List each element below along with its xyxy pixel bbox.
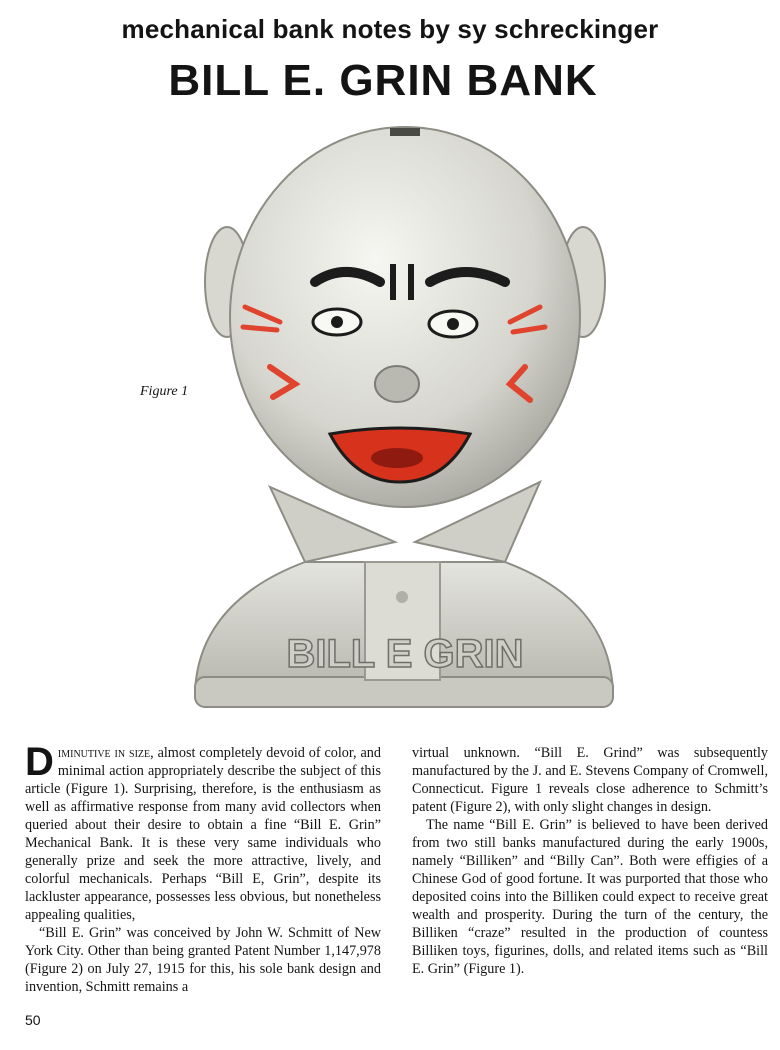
paragraph-1-text: almost completely devoid of color, and minimal action appropriately describe the subject of this article (Figure 1). Surprising, therefore, is the enthusiasm as well as affirmative response from many avid collectors when queried about their desire to obtain a fine “Bill E. Grin” Mechanical Bank. It is these very same individuals who generally prize and seek the more attractive, lively, and colorful mechanicals. Perhaps “Bill E, Grin”, despite its lackluster appearance, possesses less obvious, but nonetheless appealing qualities, — [25, 745, 381, 923]
paragraph-2: “Bill E. Grin” was conceived by John W. Schmitt of New York City. Other than being granted Patent Number 1,147,978 (Figure 2) on July 27, 1915 for this, his sole bank design and invention, Schmitt remains a — [25, 925, 381, 995]
drop-cap: D — [25, 740, 54, 784]
article-title: BILL E. GRIN BANK — [168, 56, 598, 105]
paragraph-1 — [25, 740, 381, 924]
article-column-left — [25, 740, 381, 996]
page-number: 50 — [25, 1012, 41, 1028]
series-heading: mechanical bank notes by sy schreckinger — [121, 14, 659, 44]
paragraph-4: The name “Bill E. Grin” is believed to have been derived from two still banks manufactured during the early 1900s, namely “Billiken” and “Billy Can”. Both were effigies of a Chinese God of good fortune. It was purported that those who deposited coins into the Billiken could expect to receive great wealth and prosperity. During the turn of the century, the Billiken “craze” resulted in the production of countess Billiken toys, figurines, dolls, and related items such as “Bill E. Grin” (Figure 1). — [412, 817, 768, 977]
figure-caption: Figure 1 — [140, 384, 189, 399]
paragraph-3: virtual unknown. “Bill E. Grind” was subsequently manufactured by the J. and E. Stevens Company of Cromwell, Connecticut. Figure 1 reveals close adherence to Schmitt’s patent (Figure 2), with only slight changes in design. — [412, 745, 768, 815]
embossed-name: BILL E GRIN — [286, 632, 524, 676]
article-column-right — [412, 744, 768, 978]
bank-photo — [185, 122, 625, 722]
opening-smallcaps: iminutive in size, — [57, 745, 154, 761]
